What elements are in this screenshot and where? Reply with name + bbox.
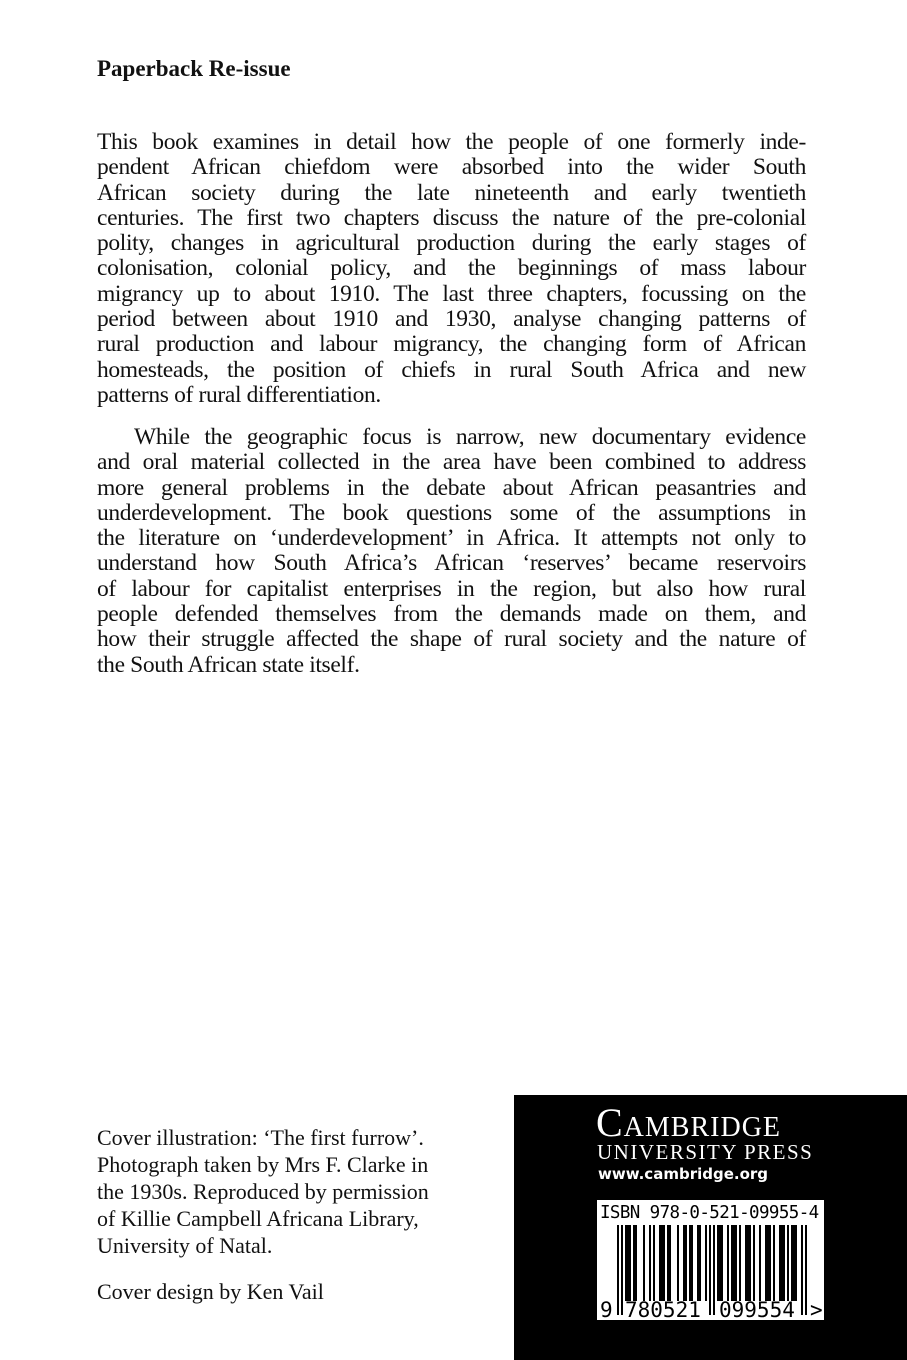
cover-credits bbox=[97, 1124, 429, 1259]
text-line: rural production and labour migrancy, the changing form of African bbox=[97, 331, 806, 358]
barcode-bar bbox=[699, 1225, 701, 1301]
text-line: of labour for capitalist enterprises in the region, but also how rural bbox=[97, 575, 806, 602]
text-line: centuries. The first two chapters discuss the nature of the pre-colonial bbox=[97, 204, 806, 231]
barcode-bar bbox=[733, 1225, 735, 1301]
credit-line: the 1930s. Reproduced by permission bbox=[97, 1179, 429, 1204]
text-line: understand how South Africa’s African ‘reserves’ became reservoirs bbox=[97, 550, 806, 577]
text-line: This book examines in detail how the people of one formerly inde- bbox=[97, 129, 806, 155]
description-paragraph-2 bbox=[97, 425, 806, 678]
barcode-bar bbox=[719, 1225, 721, 1301]
text-line: period between about 1910 and 1930, analyse changing patterns of bbox=[97, 306, 806, 333]
barcode-digits: 780521 bbox=[625, 1298, 701, 1320]
credit-line: of Killie Campbell Africana Library, bbox=[97, 1206, 419, 1231]
barcode-bar bbox=[793, 1225, 795, 1301]
barcode-bar bbox=[787, 1225, 789, 1301]
barcode-bar bbox=[791, 1225, 793, 1301]
text-line: pendent African chiefdom were absorbed into the wider South bbox=[97, 154, 806, 181]
barcode-bar bbox=[805, 1225, 807, 1315]
barcode-bar bbox=[801, 1225, 803, 1315]
text-line: the literature on ‘underdevelopment’ in Africa. It attempts not only to bbox=[97, 525, 806, 552]
credit-line: Photograph taken by Mrs F. Clarke in bbox=[97, 1152, 429, 1177]
barcode-bar bbox=[625, 1225, 627, 1301]
barcode-bar bbox=[765, 1225, 767, 1301]
barcode-bar bbox=[683, 1225, 685, 1301]
barcode-bar bbox=[669, 1225, 671, 1301]
barcode-bar bbox=[689, 1225, 691, 1301]
barcode-bar bbox=[731, 1225, 733, 1301]
publisher-url: www.cambridge.org bbox=[598, 1165, 769, 1183]
barcode-bar bbox=[663, 1225, 665, 1301]
barcode-bar bbox=[627, 1225, 629, 1301]
barcode-bar bbox=[667, 1225, 669, 1301]
barcode-bar bbox=[617, 1225, 619, 1315]
publisher-logo-name: Cambridge bbox=[596, 1100, 782, 1145]
barcode-bar bbox=[735, 1225, 737, 1301]
barcode-bar bbox=[677, 1225, 679, 1301]
barcode-bar bbox=[653, 1225, 655, 1301]
barcode-bar bbox=[717, 1225, 719, 1301]
credit-line: University of Natal. bbox=[97, 1233, 273, 1258]
barcode-bar bbox=[739, 1225, 741, 1301]
barcode-bar bbox=[795, 1225, 797, 1301]
text-line: polity, changes in agricultural production during the early stages of bbox=[97, 230, 806, 257]
barcode-bar bbox=[721, 1225, 723, 1301]
barcode-bar bbox=[713, 1225, 715, 1315]
publisher-logo-subtitle: UNIVERSITY PRESS bbox=[597, 1140, 814, 1164]
barcode-digits: > bbox=[810, 1298, 823, 1320]
barcode-bar bbox=[767, 1225, 769, 1301]
text-line: patterns of rural differentiation. bbox=[97, 381, 381, 408]
credit-line: Cover illustration: ‘The first furrow’. bbox=[97, 1125, 424, 1150]
barcode-bar bbox=[705, 1225, 707, 1301]
barcode-bar bbox=[697, 1225, 699, 1301]
publisher-block bbox=[514, 1095, 907, 1360]
text-line: While the geographic focus is narrow, new documentary evidence bbox=[134, 424, 806, 450]
barcode-bar bbox=[709, 1225, 711, 1315]
text-line: and oral material collected in the area have been combined to address bbox=[97, 449, 806, 476]
barcode-bar bbox=[629, 1225, 631, 1301]
barcode-bar bbox=[621, 1225, 623, 1315]
text-line: underdevelopment. The book questions some of the assumptions in bbox=[97, 499, 806, 526]
barcode-bar bbox=[745, 1225, 747, 1301]
text-line: more general problems in the debate about African peasantries and bbox=[97, 474, 806, 501]
barcode-bar bbox=[783, 1225, 785, 1301]
isbn-label: ISBN 978-0-521-09955-4 bbox=[600, 1203, 819, 1223]
barcode-digits: 099554 bbox=[719, 1298, 795, 1320]
barcode-bar bbox=[749, 1225, 751, 1301]
text-line: colonisation, colonial policy, and the beginnings of mass labour bbox=[97, 255, 806, 282]
barcode-bar bbox=[779, 1225, 781, 1301]
barcode-digits: 9 bbox=[600, 1298, 613, 1320]
barcode-bar bbox=[691, 1225, 693, 1301]
barcode-bar bbox=[769, 1225, 771, 1301]
barcode-bar bbox=[759, 1225, 761, 1301]
description-paragraph-1 bbox=[97, 130, 806, 408]
cover-design-credit: Cover design by Ken Vail bbox=[97, 1279, 324, 1304]
heading: Paperback Re-issue bbox=[97, 56, 291, 81]
barcode-bar bbox=[781, 1225, 783, 1301]
text-line: African society during the late nineteenth and early twentieth bbox=[97, 179, 806, 206]
text-line: people defended themselves from the demands made on them, and bbox=[97, 601, 806, 628]
barcode-bar bbox=[633, 1225, 635, 1301]
barcode-bar bbox=[747, 1225, 749, 1301]
barcode-bar bbox=[661, 1225, 663, 1301]
barcode-bar bbox=[753, 1225, 755, 1301]
text-line: the South African state itself. bbox=[97, 651, 360, 678]
barcode-bar bbox=[685, 1225, 687, 1301]
barcode-bar bbox=[649, 1225, 651, 1301]
text-line: homesteads, the position of chiefs in rural South Africa and new bbox=[97, 356, 806, 383]
isbn-barcode-box bbox=[597, 1200, 824, 1320]
barcode-bar bbox=[659, 1225, 661, 1301]
barcode-bar bbox=[773, 1225, 775, 1301]
barcode-bar bbox=[727, 1225, 729, 1301]
text-line: how their struggle affected the shape of rural society and the nature of bbox=[97, 626, 806, 653]
barcode-bar bbox=[643, 1225, 645, 1301]
text-line: migrancy up to about 1910. The last three chapters, focussing on the bbox=[97, 280, 806, 307]
barcode-bar bbox=[635, 1225, 637, 1301]
